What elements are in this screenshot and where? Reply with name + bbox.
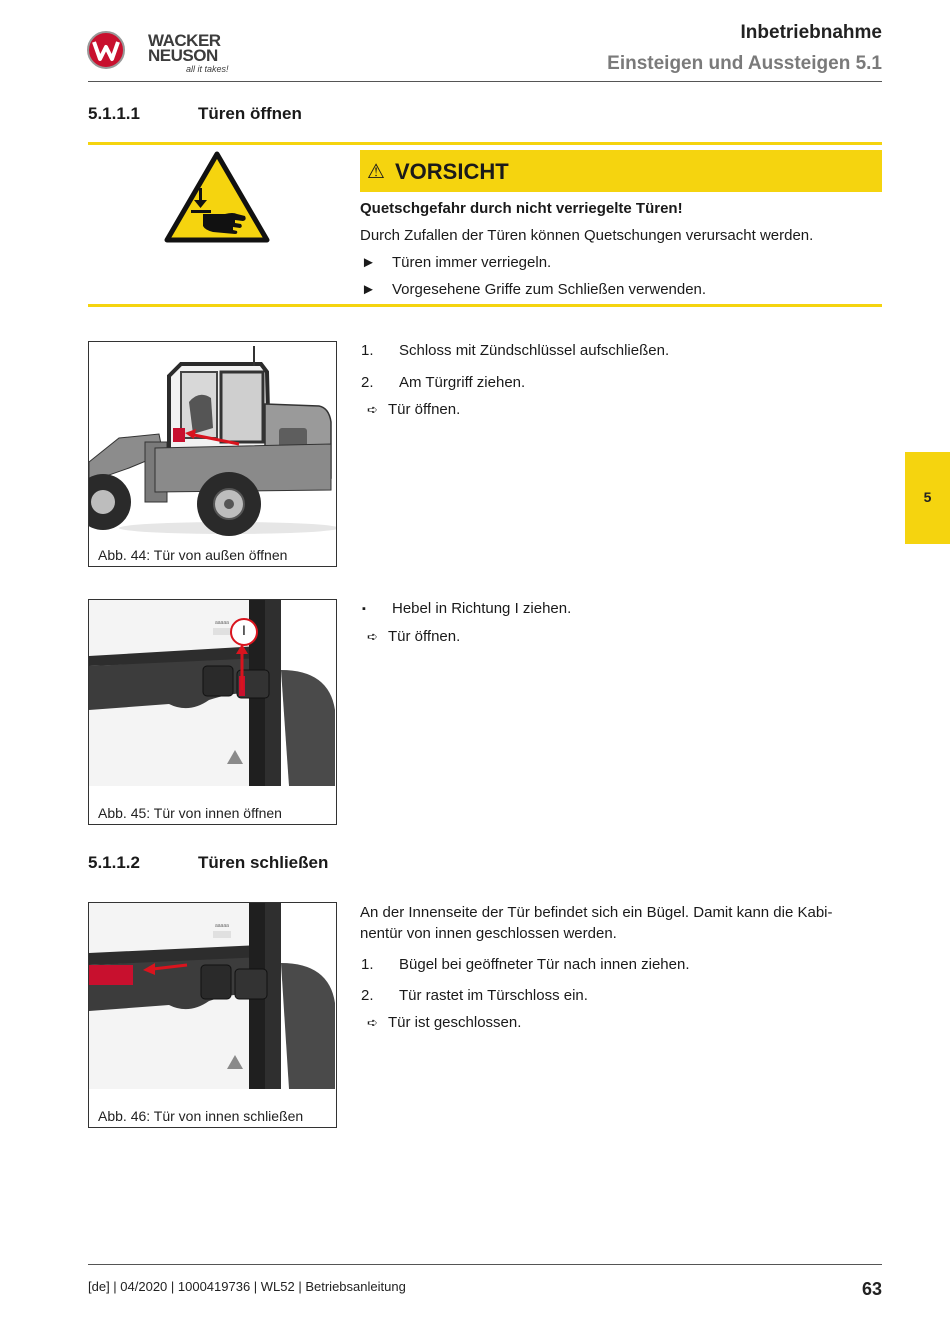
warning-signal-bar <box>360 150 882 192</box>
warning-measure-bullet-icon: ► <box>361 281 376 298</box>
warning-measure: Türen immer verriegeln. <box>392 254 552 271</box>
direction-marker-label: I <box>242 622 246 638</box>
section-number: 5.1.1.1 <box>88 104 140 123</box>
chapter-side-tab <box>905 452 950 544</box>
instruction-text: Hebel in Richtung I ziehen. <box>392 600 572 617</box>
figure-46 <box>88 902 337 1128</box>
list-bullet-icon: ▪ <box>362 603 366 615</box>
figure-caption: Abb. 45: Tür von innen öffnen <box>98 805 282 821</box>
section-heading: Türen schließen <box>198 853 329 872</box>
svg-text:aaaaa: aaaaa <box>215 923 229 929</box>
warning-text: Durch Zufallen der Türen können Quetschungen verursacht werden. <box>360 227 814 244</box>
step-text: Schloss mit Zündschlüssel aufschließen. <box>399 342 670 359</box>
warning-triangle-icon: ⚠ <box>367 161 385 183</box>
door-bracket-inside-image <box>89 903 336 1089</box>
result-arrow-icon: ➪ <box>367 1015 378 1030</box>
chapter-title: Inbetriebnahme <box>740 22 882 43</box>
figure-45 <box>88 599 337 825</box>
step-text: Tür rastet im Türschloss ein. <box>399 987 588 1004</box>
step-result: Tür öffnen. <box>388 401 461 418</box>
wheel-loader-image <box>89 342 336 542</box>
footer-divider <box>88 1264 882 1265</box>
footer-doc-info: [de] | 04/2020 | 1000419736 | WL52 | Betriebsanleitung <box>88 1279 406 1294</box>
page-number: 63 <box>861 1279 882 1299</box>
warning-bottom-rule <box>88 304 882 307</box>
result-arrow-icon: ➪ <box>367 629 378 644</box>
door-lever-inside-image <box>89 600 336 786</box>
svg-text:aaaaa: aaaaa <box>215 620 229 626</box>
warning-top-rule <box>88 142 882 145</box>
step-number: 2. <box>361 374 374 391</box>
section-title: Einsteigen und Aussteigen 5.1 <box>607 53 882 74</box>
warning-headline: Quetschgefahr durch nicht verriegelte Türen! <box>360 200 683 217</box>
section-number: 5.1.1.2 <box>88 853 140 872</box>
brand-name-line1: WACKER <box>148 31 221 50</box>
figure-caption: Abb. 46: Tür von innen schließen <box>98 1108 304 1124</box>
brand-logo <box>86 28 246 80</box>
step-text: Am Türgriff ziehen. <box>399 374 526 391</box>
step-result: Tür ist geschlossen. <box>388 1014 522 1031</box>
intro-text-line: An der Innenseite der Tür befindet sich ein Bügel. Damit kann die Kabi- <box>360 904 833 921</box>
step-text: Bügel bei geöffneter Tür nach innen ziehen. <box>399 956 690 973</box>
brand-slogan: all it takes! <box>186 64 229 74</box>
step-result: Tür öffnen. <box>388 628 461 645</box>
step-number: 1. <box>361 956 374 973</box>
result-arrow-icon: ➪ <box>367 402 378 417</box>
figure-caption: Abb. 44: Tür von außen öffnen <box>98 547 288 563</box>
warning-measure-bullet-icon: ► <box>361 254 376 271</box>
warning-measure: Vorgesehene Griffe zum Schließen verwenden. <box>392 281 707 298</box>
section-heading: Türen öffnen <box>198 104 302 123</box>
wacker-neuson-logo-icon <box>86 30 126 70</box>
brand-name-line2: NEUSON <box>148 46 218 65</box>
warning-signal-word: VORSICHT <box>395 159 509 184</box>
chapter-tab-number: 5 <box>923 489 932 505</box>
figure-44 <box>88 341 337 567</box>
intro-text-line: nentür von innen geschlossen werden. <box>360 925 617 942</box>
crush-hazard-icon <box>163 150 271 244</box>
step-number: 2. <box>361 987 374 1004</box>
step-number: 1. <box>361 342 374 359</box>
header-divider <box>88 81 882 82</box>
